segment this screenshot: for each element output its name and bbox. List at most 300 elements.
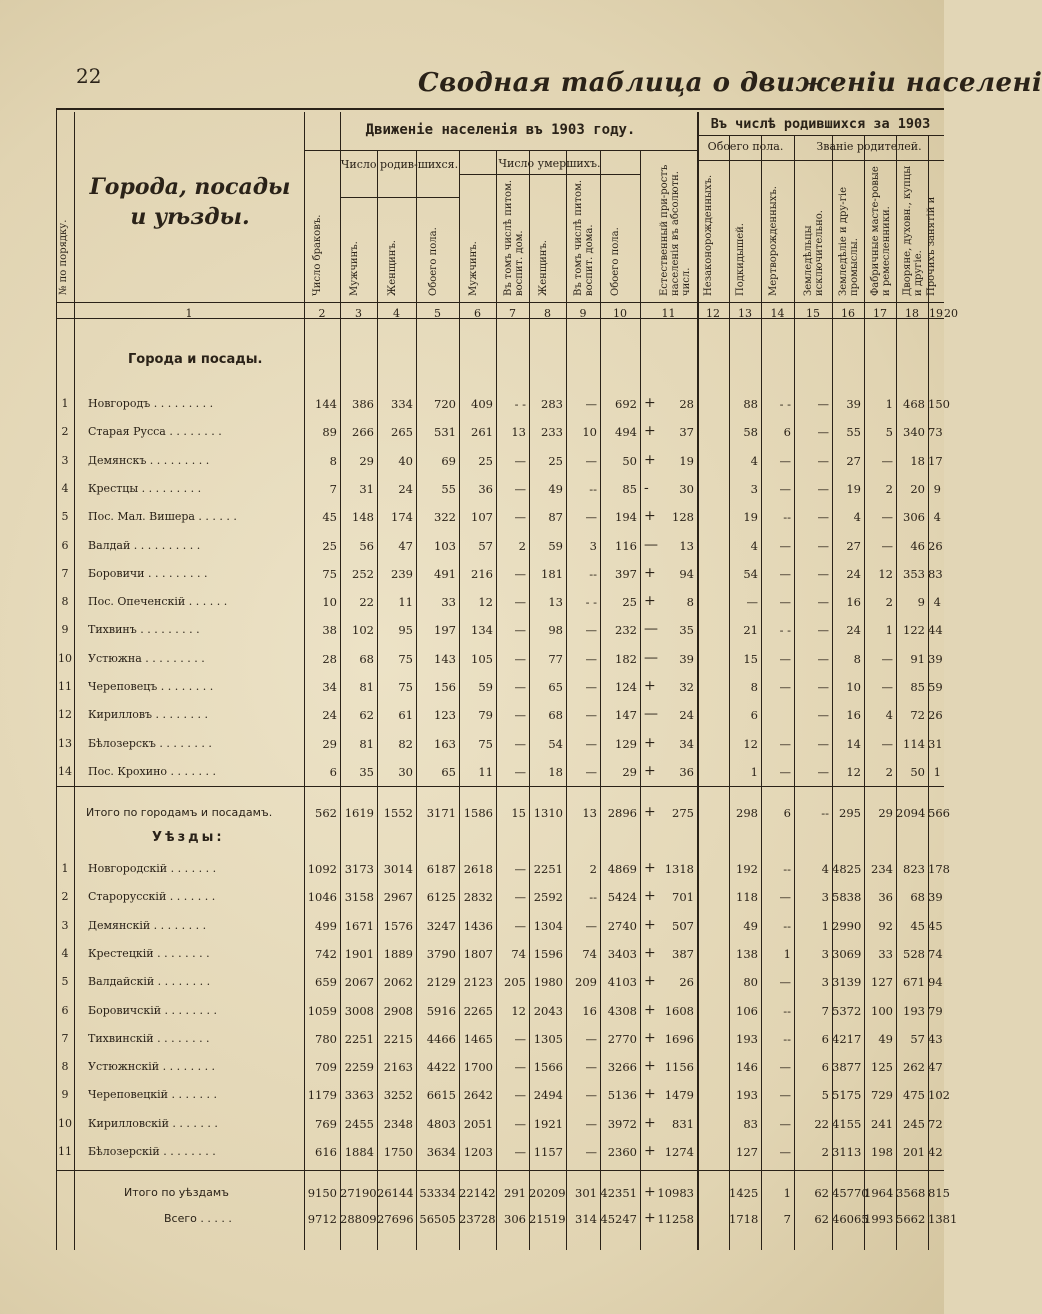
town-row-cell: 261: [471, 425, 493, 440]
row-number: 8: [61, 1060, 69, 1074]
uezd-row-cell: 742: [315, 946, 337, 961]
rule-numbers-top: [56, 302, 944, 303]
row-number: 9: [61, 623, 69, 637]
town-row-sign: +: [644, 423, 656, 440]
row-number: 9: [61, 1088, 69, 1102]
uezd-row-cell: —: [585, 1031, 597, 1046]
grand-total-row-name: Всего . . . . .: [164, 1212, 232, 1225]
section-towns: Города и посады.: [128, 352, 263, 367]
town-row-cell: 334: [391, 397, 413, 411]
town-row-cell: 79: [478, 708, 493, 723]
grand-total-row-cell: 45247: [600, 1212, 637, 1226]
town-row-cell: 232: [615, 623, 637, 638]
uezd-row-cell: 178: [928, 862, 950, 876]
town-row-cell: 24: [398, 481, 413, 496]
header-column-label: Фабричные масте-ровые и ремесленники.: [870, 166, 892, 296]
town-row-cell: 12: [478, 595, 493, 610]
total-uezds-row-cell: 9150: [307, 1186, 337, 1200]
header-column-label: Дворяне, духовн., купцы и другіе.: [902, 165, 924, 296]
row-number: 3: [61, 918, 69, 932]
column-number: 1: [185, 307, 193, 320]
town-row-cell: 174: [391, 510, 413, 525]
town-row-cell: 30: [398, 764, 413, 779]
town-row-cell: —: [817, 566, 829, 581]
total-uezds-row-cell: 26144: [377, 1186, 414, 1200]
town-row-name: Новгородъ . . . . . . . . .: [88, 397, 214, 410]
town-row-cell: 10: [582, 425, 597, 440]
town-row-cell: 55: [846, 425, 861, 440]
town-row-cell: 26: [928, 708, 943, 723]
uezd-row-cell: 72: [928, 1116, 943, 1131]
total-uezds-row-cell: 815: [928, 1186, 950, 1200]
uezd-row-name: Старорусскій . . . . . . .: [88, 890, 216, 904]
town-row-cell: 143: [434, 651, 456, 666]
town-row-cell: 24: [846, 566, 861, 581]
uezd-row-cell: 2: [589, 862, 597, 876]
uezd-row-cell: 42: [928, 1145, 943, 1159]
town-row-cell: 102: [352, 623, 374, 638]
uezd-row-cell: 79: [928, 1003, 943, 1018]
uezd-row-cell: 3158: [344, 890, 374, 905]
town-row-cell: 30: [679, 481, 694, 496]
uezd-row-cell: 1305: [533, 1031, 563, 1046]
uezd-row-sign: +: [644, 888, 656, 905]
grand-total-row-cell: 9712: [307, 1212, 337, 1226]
town-row-cell: —: [881, 651, 893, 666]
town-row-cell: 4: [853, 510, 861, 525]
town-row-cell: 82: [398, 736, 413, 751]
uezd-row-cell: —: [779, 1116, 791, 1131]
grand-total-row-cell: 62: [814, 1212, 829, 1226]
row-number: 11: [58, 680, 72, 693]
town-row-cell: 397: [615, 566, 637, 581]
town-row-name: Устюжна . . . . . . . . .: [88, 651, 205, 665]
uezd-row-cell: 2051: [463, 1116, 493, 1131]
header-column-label: Естественный при-ростъ населенія въ абсолютн. числ.: [658, 164, 692, 296]
uezd-row-cell: 1889: [383, 946, 413, 961]
town-row-cell: 197: [434, 623, 456, 638]
uezd-row-name: Бѣлозерскій . . . . . . . .: [88, 1145, 216, 1158]
town-row-cell: 81: [359, 736, 374, 751]
header-group-movement: Движеніе населенія въ 1903 году.: [365, 122, 636, 138]
town-row-cell: —: [585, 680, 597, 694]
uezd-row-name: Демянскій . . . . . . . .: [88, 918, 207, 932]
town-row-cell: 340: [903, 425, 925, 440]
uezd-row-cell: —: [779, 890, 791, 905]
uezd-row-sign: +: [644, 973, 656, 990]
town-row-cell: 28: [322, 651, 337, 666]
uezd-row-cell: 2832: [463, 890, 493, 905]
uezd-row-cell: 80: [743, 975, 758, 990]
town-row-name: Старая Русса . . . . . . . .: [88, 425, 222, 439]
uezd-row-cell: 1059: [307, 1003, 337, 1018]
uezd-row-cell: 74: [582, 946, 597, 961]
town-row-sign: —: [644, 649, 658, 666]
uezd-row-cell: 709: [315, 1060, 337, 1075]
uezd-row-cell: —: [514, 1060, 526, 1075]
total-towns-row-cell: 566: [928, 806, 950, 820]
uezd-row-cell: 1566: [533, 1060, 563, 1075]
total-uezds-row-cell: 1: [783, 1186, 791, 1200]
total-towns-row-cell: 3171: [426, 806, 456, 820]
town-row-cell: 56: [359, 538, 374, 553]
uezd-row-cell: 3113: [832, 1145, 862, 1159]
town-row-cell: 123: [434, 708, 456, 723]
town-row-cell: —: [585, 453, 597, 468]
town-row-cell: 2: [885, 595, 893, 610]
town-row-cell: 156: [434, 680, 456, 694]
total-towns-row-cell: 562: [315, 806, 337, 820]
town-row-cell: 252: [352, 566, 374, 581]
total-uezds-row-cell: 22142: [459, 1186, 496, 1200]
uezd-row-cell: 1921: [533, 1116, 563, 1131]
header-column-label: Въ томъ числѣ питом. воспит. дом.: [502, 179, 525, 296]
town-row-cell: 91: [910, 651, 925, 666]
town-row-cell: 46: [910, 538, 925, 553]
town-row-cell: 45: [322, 510, 337, 525]
town-row-cell: 50: [622, 453, 637, 468]
town-row-cell: 20: [910, 481, 925, 496]
town-row-cell: 144: [315, 397, 337, 411]
town-row-cell: 150: [928, 397, 950, 411]
town-row-cell: 1: [750, 764, 758, 779]
town-row-cell: 28: [679, 397, 694, 411]
town-row-cell: 216: [471, 566, 493, 581]
total-towns-row-cell: 13: [582, 806, 597, 820]
uezd-row-cell: 2123: [463, 975, 493, 990]
town-row-cell: —: [817, 623, 829, 638]
town-row-cell: 17: [928, 453, 943, 468]
town-row-cell: —: [779, 680, 791, 694]
row-number: 5: [61, 975, 69, 989]
town-row-cell: —: [817, 708, 829, 723]
row-number: 7: [61, 1031, 69, 1045]
town-row-cell: —: [817, 425, 829, 440]
town-row-cell: 87: [548, 510, 563, 525]
uezd-row-cell: 125: [871, 1060, 893, 1075]
town-row-cell: 29: [622, 764, 637, 779]
uezd-row-cell: 1157: [533, 1145, 563, 1159]
town-row-cell: 233: [541, 425, 563, 440]
uezd-row-cell: —: [585, 1060, 597, 1075]
uezd-row-cell: 769: [315, 1116, 337, 1131]
uezd-row-cell: 1436: [463, 918, 493, 933]
town-row-cell: —: [514, 651, 526, 666]
page-number: 22: [76, 64, 102, 88]
uezd-row-cell: 102: [928, 1088, 950, 1103]
town-row-cell: 10: [322, 595, 337, 610]
row-number: 2: [61, 890, 69, 904]
column-number: 17: [873, 307, 887, 320]
town-row-name: Кирилловъ . . . . . . . .: [88, 708, 208, 722]
town-row-cell: 720: [434, 397, 456, 411]
town-row-cell: 44: [928, 623, 943, 638]
town-row-sign: +: [644, 508, 656, 525]
town-row-cell: 148: [352, 510, 374, 525]
town-row-cell: —: [817, 453, 829, 468]
town-row-cell: 75: [398, 651, 413, 666]
rule-sub-born: [340, 197, 459, 198]
uezd-row-cell: 192: [736, 862, 758, 876]
town-row-cell: 55: [441, 481, 456, 496]
total-uezds-row-cell: 53334: [419, 1186, 456, 1200]
town-row-cell: —: [779, 651, 791, 666]
uezd-row-cell: 3: [821, 890, 829, 905]
uezd-row-cell: 3: [821, 975, 829, 990]
uezd-row-cell: 3014: [383, 862, 413, 876]
uezd-row-cell: 118: [736, 890, 758, 905]
town-row-cell: 75: [322, 566, 337, 581]
uezd-row-cell: 49: [878, 1031, 893, 1046]
uezd-row-cell: 2215: [383, 1031, 413, 1046]
town-row-cell: 39: [928, 651, 943, 666]
town-row-cell: 22: [359, 595, 374, 610]
row-number: 1: [61, 397, 69, 410]
header-column-label: Обоего пола.: [610, 227, 621, 296]
town-row-cell: 6: [329, 764, 337, 779]
town-row-cell: 65: [441, 764, 456, 779]
town-row-cell: 8: [853, 651, 861, 666]
uezd-row-cell: 1092: [307, 862, 337, 876]
town-row-sign: +: [644, 762, 656, 779]
uezd-row-cell: 3247: [426, 918, 456, 933]
town-row-cell: 386: [352, 397, 374, 411]
uezd-row-cell: 2251: [533, 862, 563, 876]
total-towns-row-cell: 6: [783, 806, 791, 820]
rule-towns-bottom: [56, 786, 944, 787]
uezd-row-cell: 4869: [607, 862, 637, 876]
uezd-row-cell: 4803: [426, 1116, 456, 1131]
total-uezds-row-cell: 45770: [832, 1186, 869, 1200]
uezd-row-cell: 2455: [344, 1116, 374, 1131]
uezd-row-cell: 4308: [607, 1003, 637, 1018]
town-row-cell: 12: [878, 566, 893, 581]
uezd-row-cell: 198: [871, 1145, 893, 1159]
total-towns-row-sign: +: [644, 804, 656, 820]
town-row-cell: 72: [910, 708, 925, 723]
uezd-row-cell: 201: [903, 1145, 925, 1159]
town-row-cell: 147: [615, 708, 637, 723]
row-number: 7: [61, 566, 69, 580]
uezd-row-cell: 1696: [664, 1031, 694, 1046]
town-row-cell: 37: [679, 425, 694, 440]
column-rule-left: [56, 108, 57, 1250]
total-uezds-row-sign: +: [644, 1184, 656, 1200]
town-row-cell: 531: [434, 425, 456, 440]
town-row-cell: 36: [679, 764, 694, 779]
town-row-cell: 283: [541, 397, 563, 411]
uezd-row-cell: 106: [736, 1003, 758, 1018]
row-number: 2: [61, 425, 69, 439]
row-number: 13: [58, 736, 72, 750]
town-row-name: Валдай . . . . . . . . . .: [88, 538, 201, 552]
total-uezds-row-name: Итого по уѣздамъ: [124, 1186, 229, 1199]
town-row-cell: - -: [585, 595, 597, 610]
town-row-cell: 6: [783, 425, 791, 440]
uezd-row-cell: 507: [672, 918, 694, 933]
uezd-row-cell: 22: [814, 1116, 829, 1131]
column-number: 8: [544, 307, 551, 320]
uezd-row-cell: 94: [928, 975, 943, 990]
town-row-cell: 15: [743, 651, 758, 666]
uezd-row-cell: 4155: [832, 1116, 862, 1131]
column-number: 7: [509, 307, 516, 320]
uezd-row-cell: 3634: [426, 1145, 456, 1159]
uezd-row-cell: —: [514, 1116, 526, 1131]
uezd-row-name: Новгородскій . . . . . . .: [88, 862, 217, 875]
town-row-cell: 27: [846, 538, 861, 553]
uezd-row-cell: 2642: [463, 1088, 493, 1103]
row-number: 12: [58, 708, 72, 722]
uezd-row-cell: 43: [928, 1031, 943, 1046]
grand-total-row-cell: 21519: [529, 1212, 566, 1226]
column-number: 3: [355, 307, 362, 320]
town-row-cell: —: [746, 595, 758, 610]
town-row-cell: 18: [548, 764, 563, 779]
town-row-cell: 25: [622, 595, 637, 610]
town-row-cell: —: [585, 651, 597, 666]
town-row-cell: 34: [322, 680, 337, 694]
town-row-sign: +: [644, 593, 656, 610]
town-row-cell: 409: [471, 397, 493, 411]
town-row-cell: —: [514, 510, 526, 525]
uezd-row-sign: +: [644, 1029, 656, 1046]
uezd-row-cell: 4103: [607, 975, 637, 990]
total-towns-row-cell: 275: [672, 806, 694, 820]
uezd-row-cell: 2592: [533, 890, 563, 905]
uezd-row-cell: 3363: [344, 1088, 374, 1103]
town-row-cell: 105: [471, 651, 493, 666]
town-row-cell: 194: [615, 510, 637, 525]
uezd-row-cell: 475: [903, 1088, 925, 1103]
uezd-row-cell: 1: [821, 918, 829, 933]
town-row-cell: 14: [846, 736, 861, 751]
town-row-cell: 13: [511, 425, 526, 440]
uezd-row-cell: 57: [910, 1031, 925, 1046]
town-row-cell: 31: [928, 736, 943, 751]
uezd-row-name: Боровичскій . . . . . . . .: [88, 1003, 217, 1017]
total-uezds-row-cell: 62: [814, 1186, 829, 1200]
town-row-cell: —: [881, 510, 893, 525]
row-number: 3: [61, 453, 69, 467]
column-number: 18: [905, 307, 919, 320]
uezd-row-cell: 1179: [307, 1088, 337, 1103]
uezd-row-cell: 3173: [344, 862, 374, 876]
uezd-row-cell: 4217: [832, 1031, 862, 1046]
town-row-cell: 35: [359, 764, 374, 779]
uezd-row-cell: 1807: [463, 946, 493, 961]
town-row-cell: 9: [933, 481, 941, 496]
total-uezds-row-cell: 27190: [340, 1186, 377, 1200]
town-row-cell: 107: [471, 510, 493, 525]
grand-total-row-cell: 5662: [896, 1212, 926, 1226]
town-row-cell: 4: [885, 708, 893, 723]
town-row-cell: - -: [514, 397, 526, 411]
uezd-row-cell: 2251: [344, 1031, 374, 1046]
town-row-sign: -: [644, 479, 649, 496]
column-number: 15: [806, 307, 820, 320]
town-row-cell: 39: [846, 397, 861, 411]
uezd-row-cell: 780: [315, 1031, 337, 1046]
town-row-cell: 95: [398, 623, 413, 638]
uezd-row-cell: 241: [871, 1116, 893, 1131]
uezd-row-cell: 1: [783, 946, 791, 961]
uezd-row-cell: —: [779, 1145, 791, 1159]
town-row-cell: 114: [903, 736, 925, 751]
town-row-cell: 36: [478, 481, 493, 496]
uezd-row-cell: 127: [736, 1145, 758, 1159]
uezd-row-cell: —: [779, 975, 791, 990]
column-number: 2: [318, 307, 326, 320]
town-row-sign: —: [644, 536, 658, 553]
grand-total-row-cell: 7: [783, 1212, 791, 1226]
town-row-cell: 4: [750, 453, 758, 468]
uezd-row-cell: 193: [736, 1088, 758, 1103]
town-row-cell: 94: [679, 566, 694, 581]
uezd-row-name: Кирилловскій . . . . . . .: [88, 1116, 218, 1130]
uezd-row-cell: 146: [736, 1060, 758, 1075]
town-row-cell: 182: [615, 651, 637, 666]
uezd-row-sign: +: [644, 1143, 656, 1159]
town-row-sign: +: [644, 564, 656, 581]
town-row-cell: —: [585, 623, 597, 638]
header-column-label: Женщинъ.: [386, 240, 398, 296]
town-row-cell: 25: [478, 453, 493, 468]
uezd-row-cell: 499: [315, 918, 337, 933]
grand-total-row-cell: 1718: [729, 1212, 759, 1226]
uezd-row-cell: 205: [504, 975, 526, 990]
uezd-row-cell: --: [783, 1031, 791, 1046]
column-number: 16: [841, 307, 855, 320]
uezd-row-cell: 659: [315, 975, 337, 990]
town-row-cell: 68: [548, 708, 563, 723]
rule-top: [56, 108, 944, 110]
town-row-cell: 57: [478, 538, 493, 553]
document-page: 22 Сводная таблица о движеніи населені № по порядку. Города, посады и уѣзды. Движеніе населенія въ 1903 году. Въ числѣ родившихся за 1903 Обоего пола. Званіе родителей. Число родив-шихся. Число умершихъ. Число браковъ. Мужчинъ. Женщинъ. Обоего пола. Мужчинъ. Въ томъ числѣ питом. воспит. дом. Женщинъ. Въ томъ числѣ питом. воспит. дома. Обоего пола. Естественный при-ростъ населенія въ абсолютн. числ. Незаконорожденныхъ. Подкидышей. Мертворожденныхъ. Земледѣльцы исключительно. Земледѣліе и дру-гіе промыслы. Фабричные масте-ровые и ремесленники. Дворяне, духовн., купцы и другіе. Прочихъ занятій и 1 2 3 4 5 6 7 8 9 10 11 12 13 14 15 16 17 18 19 20 Города и посады. 1 Новгородъ . . . . . . . . . 144 386 334 720 409 - - 283 — 692 + 28 88 - - — 39 1 468 150 2 Старая Русса . . . . . . . . 89 266 265 531 261 13 233 10 494 + 37 58 6 — 55 5 340 73 3 Демянскъ . . . . . . . . . 8 29 40 69 25 — 25 — 50 + 19 4 — — 27 — 18 17 4 Крестцы . . . . . . . . . 7 31 24 55 36 — 49 -- 85 - 30 3 — — 19 2 20 9 5 Пос. Мал. Вишера . . . . . . 45 148 174 322 107 — 87 — 194 + 128 19 -- — 4 — 306 4 6 Валдай . . . . . . . . . . 25 56 47 103 57 2 59 3 116 — 13 4 — — 27 — 46 26 7 Боровичи . . . . . . . . . 75 252 239 491 216 — 181 -- 397 + 94 54 — — 24 12 353 83 8 Пос. Опеченскій . . . . . . 10 22 11 33 12 — 13 - - 25 + 8 — — — 16 2 9 4 9 Тихвинъ . . . . . . . . . 38 102 95 197 134 — 98 — 232 — 35 21 - - — 24 1 122 44 10 Устюжна . . . . . . . . . 28 68 75 143 105 — 77 — 182 — 39 15 — — 8 — 91 39 11 Череповецъ . . . . . . . . 34 81 75 156 59 — 65 — 124 + 32 8 — — 10 — 85 59 12 Кирилловъ . . . . . . . . 24 62 61 123 79 — 68 — 147 — 24 6 — 16 4 72 26 13 Бѣлозерскъ . . . . . . . . 29 81 82 163 75 — 54 — 129 + 34 12 — — 14 — 114 31 14 Пос. Крохино . . . . . . . 6 35 30 65 11 — 18 — 29 + 36 1 — — 12 2 50 1 Итого по городамъ и посадамъ. 562 1619 1552 3171 1586 15 1310 13 2896 + 275 298 6 -- 295 29 2094 566 Уѣзды: 1 Новгородскій . . . . . . . 1092 3173 3014 6187 2618 — 2251 2 4869 + 1318 192 -- 4 4825 234 823 178 2 Старорусскій . . . . . . . 1046 3158 2967 6125 2832 — 2592 -- 5424 + 701 118 — 3 5838 36 68 39 3 Демянскій . . . . . . . . 499 1671 1576 3247 1436 — 1304 — 2740 + 507 49 -- 1 2990 92 45 45 4 Крестецкій . . . . . . . . 742 1901 1889 3790 1807 74 1596 74 3403 + 387 138 1 3 3069 33 528 74 5 Валдайскій . . . . . . . . 659 2067 2062 2129 2123 205 1980 209 4103 + 26 80 — 3 3139 127 671 94 6 Боровичскій . . . . . . . . 1059 3008 2908 5916 2265 12 2043 16 4308 + 1608 106 -- 7 5372 100 193 79 7 Тихвинскій . . . . . . . . 780 2251 2215 4466 1465 — 1305 — 2770 + 1696 193 -- 6 4217 49 57 43 8 Устюжнскій . . . . . . . . 709 2259 2163 4422 1700 — 1566 — 3266 + 1156 146 — 6 3877 125 262 47 9 Череповецкій . . . . . . . 1179 3363 3252 6615 2642 — 2494 — 5136 + 1479 193 — 5 5175 729 475 102 10 Кирилловскій . . . . . . . 769 2455 2348 4803 2051 — 1921 — 3972 + 831 83 — 22 4155 241 245 72 11 Бѣлозерскій . . . . . . . . 616 1884 1750 3634 1203 — 1157 — 2360 + 1274 127 — 2 3113 198 201 42 Итого по уѣздамъ 9150 27190 26144 53334 22142 291 20209 301 42351 + 10983 1425 1 62 45770 1964 3568 815 Всего . . . . . 9712 28809 27696 56505 23728 306 21519 314 45247 + 11258 1718 7 62 46065 1993 5662 1381: [0, 0, 944, 1314]
uezd-row-cell: 1901: [344, 946, 374, 961]
uezd-row-cell: 26: [679, 975, 694, 990]
town-row-cell: 8: [686, 595, 694, 610]
grand-total-row-cell: 314: [575, 1212, 597, 1226]
total-towns-row-cell: 15: [511, 806, 526, 820]
uezd-row-name: Устюжнскій . . . . . . . .: [88, 1060, 216, 1074]
rule-group-movement: [304, 150, 697, 151]
uezd-row-cell: 6187: [426, 862, 456, 876]
town-row-cell: —: [817, 481, 829, 496]
town-row-cell: —: [817, 764, 829, 779]
town-row-cell: --: [783, 510, 791, 525]
uezd-row-cell: 234: [871, 862, 893, 876]
uezd-row-cell: —: [585, 918, 597, 933]
town-row-cell: —: [779, 481, 791, 496]
header-column-label: Подкидышей.: [735, 223, 746, 296]
uezd-row-cell: 39: [928, 890, 943, 905]
town-row-cell: 68: [359, 651, 374, 666]
town-row-cell: 85: [910, 680, 925, 694]
section-uezds: Уѣзды:: [152, 830, 225, 845]
header-sub-parents: Званіе родителей.: [816, 140, 922, 153]
uezd-row-cell: 701: [672, 890, 694, 905]
uezd-row-cell: 3877: [832, 1060, 862, 1075]
uezd-row-cell: 4825: [832, 862, 862, 876]
town-row-cell: 58: [743, 425, 758, 440]
uezd-row-cell: 2360: [607, 1145, 637, 1159]
uezd-row-cell: 1671: [344, 918, 374, 933]
row-number: 11: [58, 1145, 72, 1158]
uezd-row-cell: 616: [315, 1145, 337, 1159]
uezd-row-cell: 6615: [426, 1088, 456, 1103]
town-row-cell: —: [881, 453, 893, 468]
